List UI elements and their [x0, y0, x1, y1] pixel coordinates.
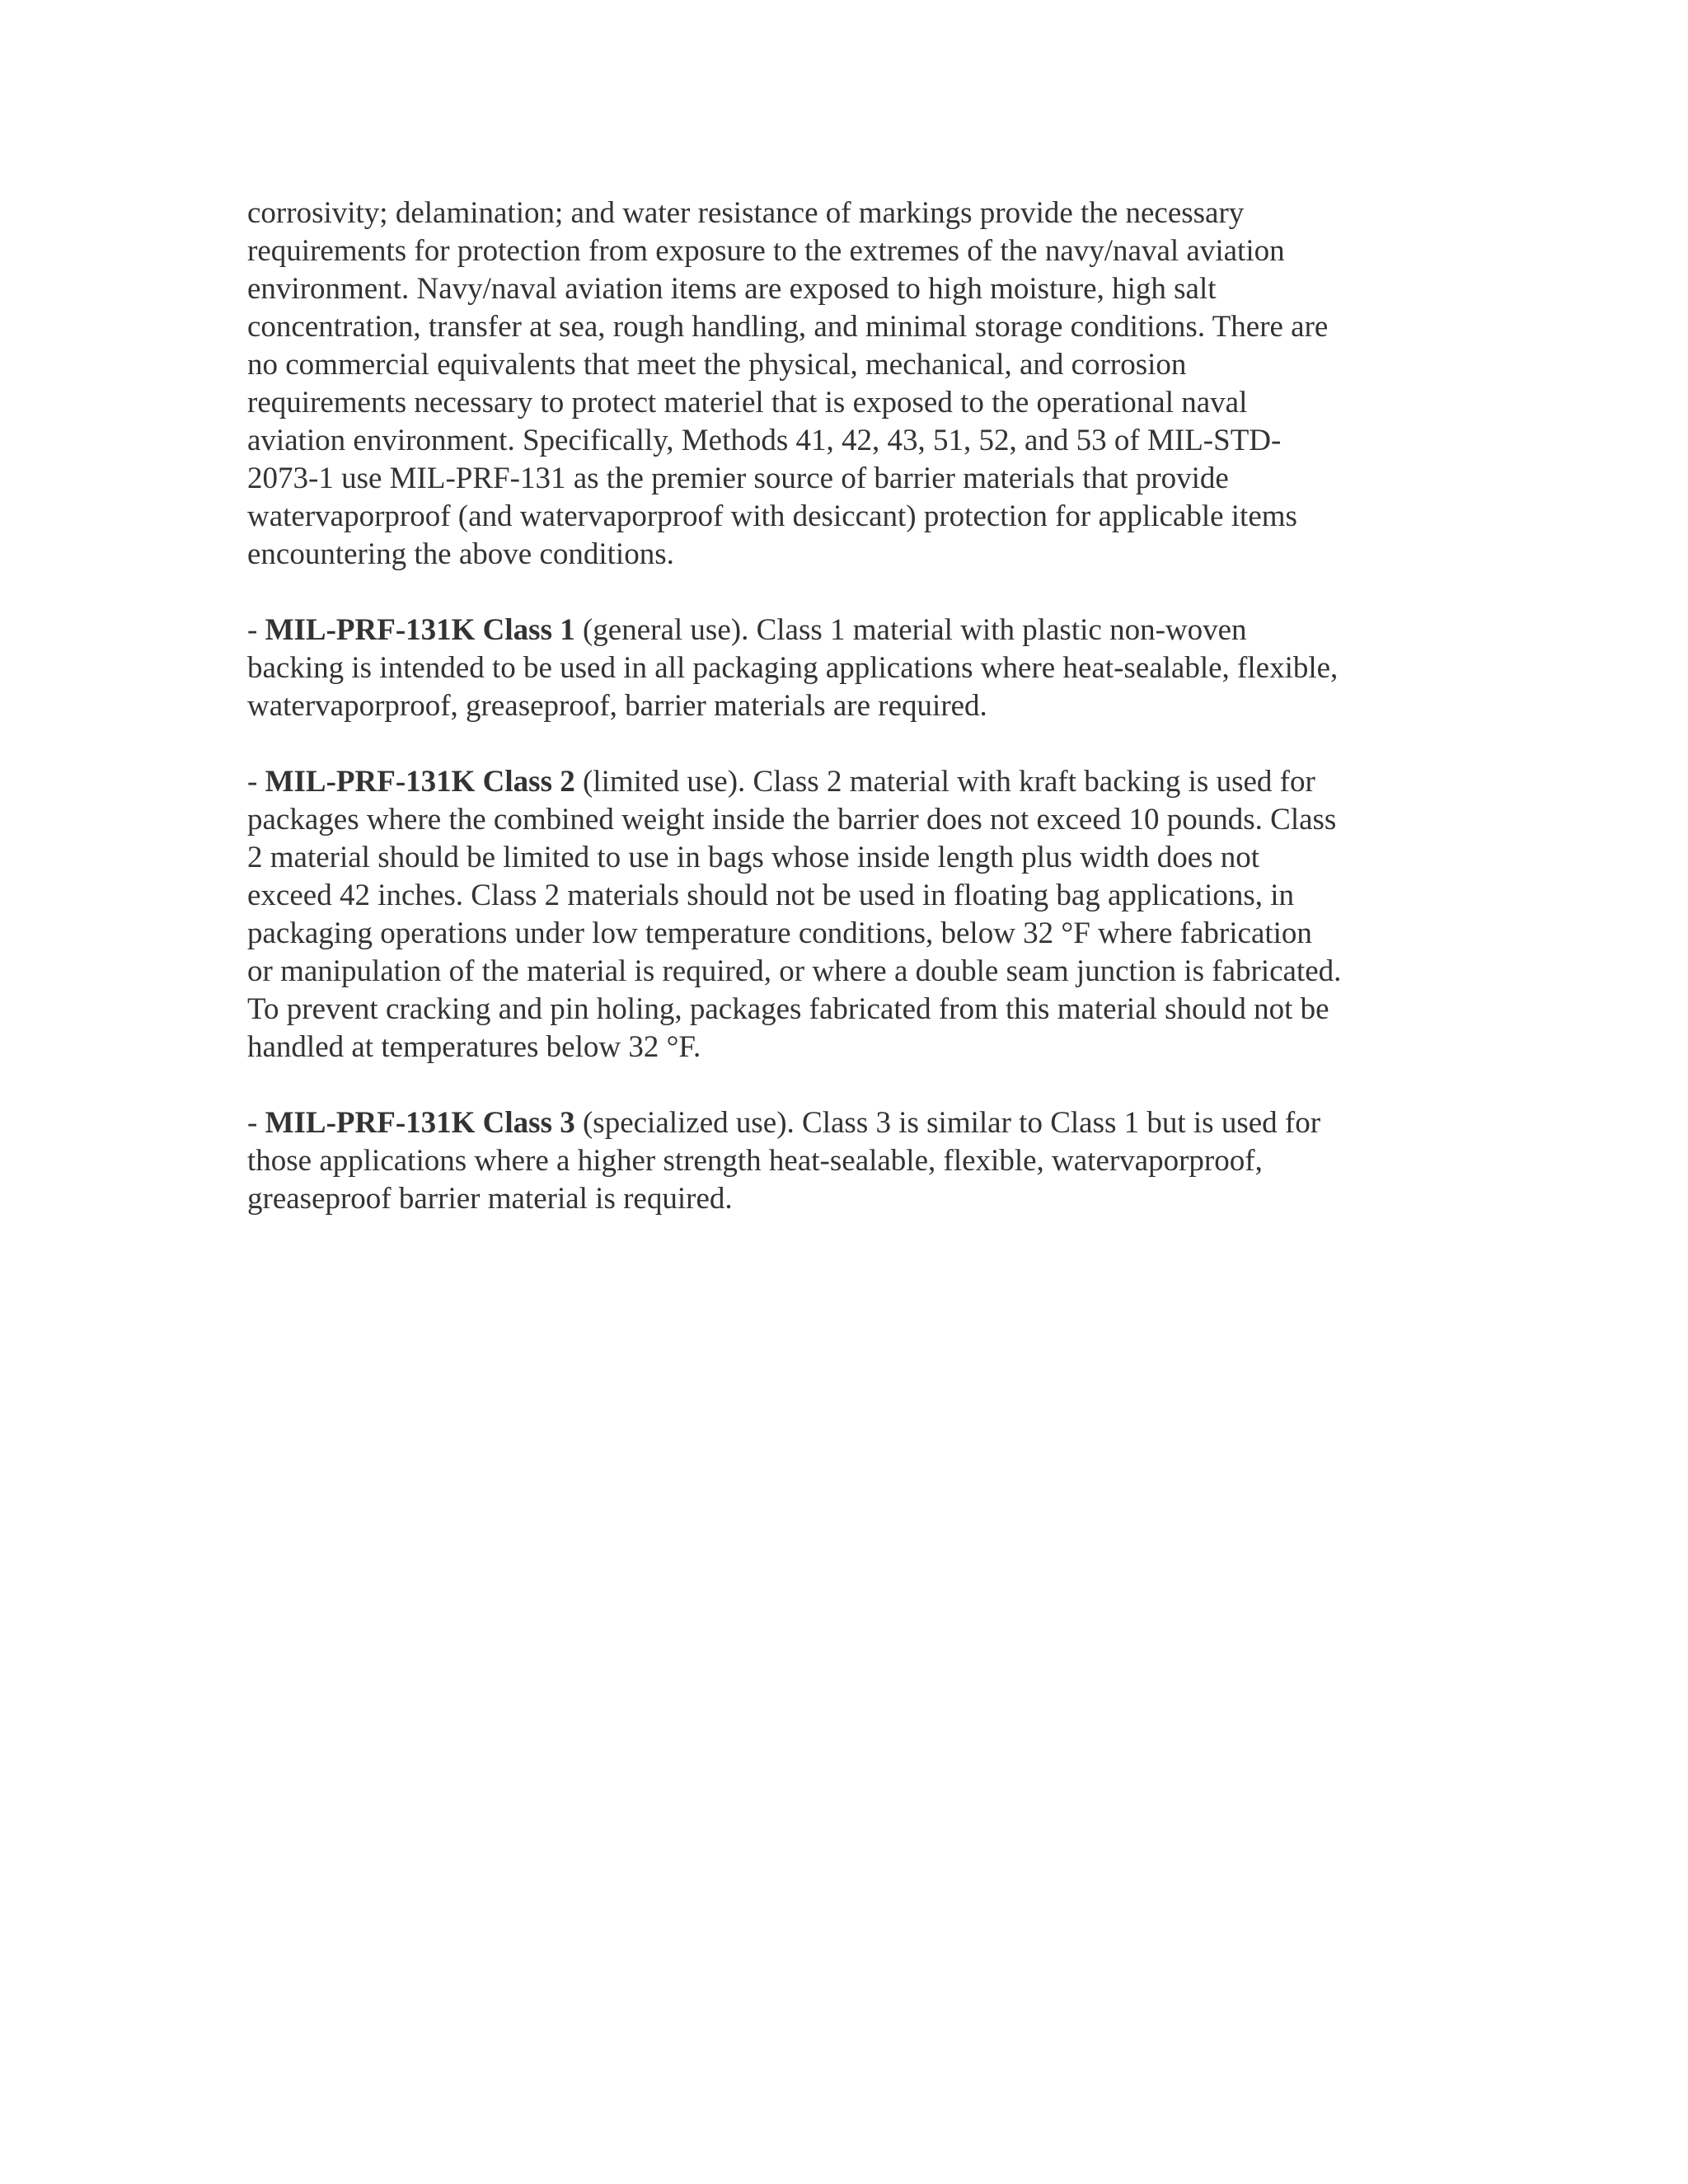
text-line: backing is intended to be used in all packaging applications where heat-sealable, flexible, — [247, 651, 1339, 685]
spec-class-1-heading: MIL-PRF-131K Class 1 — [265, 613, 575, 647]
text-line: encountering the above conditions. — [247, 537, 674, 571]
text-run: (specialized use). Class 3 is similar to Class 1 but is used for — [574, 1106, 1321, 1140]
text-line: environment. Navy/naval aviation items are exposed to high moisture, high salt — [247, 272, 1217, 306]
text-run: (limited use). Class 2 material with kraft backing is used for — [574, 765, 1315, 799]
text-line: corrosivity; delamination; and water resistance of markings provide the necessary — [247, 196, 1245, 230]
text-line: handled at temperatures below 32 °F. — [247, 1030, 701, 1064]
text-line: 2 material should be limited to use in bags whose inside length plus width does not — [247, 841, 1260, 874]
class-3-paragraph — [247, 1104, 1451, 1218]
class-2-paragraph — [247, 763, 1451, 1066]
text-line: or manipulation of the material is required, or where a double seam junction is fabricated. — [247, 954, 1342, 988]
text-line: 2073-1 use MIL-PRF-131 as the premier source of barrier materials that provide — [247, 462, 1229, 495]
intro-paragraph — [247, 194, 1451, 574]
text-line: watervaporproof, greaseproof, barrier materials are required. — [247, 689, 987, 723]
class-1-paragraph — [247, 612, 1451, 725]
text-line: those applications where a higher strength heat-sealable, flexible, watervaporproof, — [247, 1144, 1263, 1178]
text-line: greaseproof barrier material is required. — [247, 1182, 733, 1216]
text-line: exceed 42 inches. Class 2 materials should not be used in floating bag applications, in — [247, 879, 1295, 912]
text-line: watervaporproof (and watervaporproof with desiccant) protection for applicable items — [247, 499, 1297, 533]
text-line: To prevent cracking and pin holing, packages fabricated from this material should not be — [247, 992, 1329, 1026]
text-line: aviation environment. Specifically, Methods 41, 42, 43, 51, 52, and 53 of MIL-STD- — [247, 424, 1282, 457]
bullet-dash: - — [247, 765, 265, 799]
spec-class-2-heading: MIL-PRF-131K Class 2 — [265, 765, 575, 799]
text-line: no commercial equivalents that meet the physical, mechanical, and corrosion — [247, 348, 1187, 382]
text-line: requirements for protection from exposure to the extremes of the navy/naval aviation — [247, 234, 1285, 268]
bullet-dash: - — [247, 613, 265, 647]
text-run: (general use). Class 1 material with plastic non-woven — [574, 613, 1247, 647]
document-body — [247, 194, 1451, 1256]
text-line — [247, 1104, 1451, 1142]
text-line: concentration, transfer at sea, rough handling, and minimal storage conditions. There are — [247, 310, 1329, 344]
text-line — [247, 612, 1451, 649]
bullet-dash: - — [247, 1106, 265, 1140]
text-line: requirements necessary to protect materiel that is exposed to the operational naval — [247, 386, 1248, 419]
text-line: packaging operations under low temperature conditions, below 32 °F where fabrication — [247, 916, 1312, 950]
text-line — [247, 763, 1451, 801]
text-line: packages where the combined weight inside the barrier does not exceed 10 pounds. Class — [247, 803, 1337, 837]
spec-class-3-heading: MIL-PRF-131K Class 3 — [265, 1106, 575, 1140]
